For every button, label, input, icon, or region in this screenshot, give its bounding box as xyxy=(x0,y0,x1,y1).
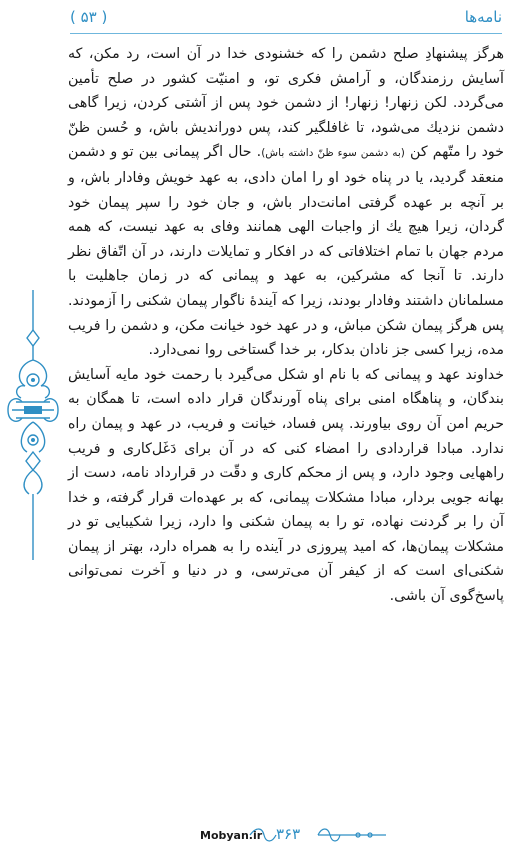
page-number: ۳۶۳ xyxy=(276,825,301,843)
chapter-title: نامه‌ها xyxy=(464,8,502,26)
letter-number: ( ۵۳ ) xyxy=(70,8,108,26)
paragraph-1-part-a: هرگز پیشنهادِ صلح دشمن را كه خشنودی خدا در آن است، رد مكن، كه آسایش رزمندگان، و آرامش فكری تو، و امنیّت كشور در صلح تأمین می‌گردد. لكن زنهار! زنهار! از دشمن خود پس از آشتی كردن، زیرا گاهی دشمن نزدیك می‌شود، تا غافلگیر كند، پس دوراندیش باش، و حُسن ظنّ خود را متّهم كن xyxy=(68,46,505,161)
side-ornament-icon xyxy=(4,290,62,560)
main-text xyxy=(68,42,504,609)
page-header xyxy=(70,8,502,32)
paragraph-1 xyxy=(68,42,504,363)
header-divider xyxy=(70,33,502,34)
footer-flourish-icon xyxy=(248,823,388,847)
paragraph-2: خداوند عهد و پیمانی كه با نام او شكل می‌گیرد با رحمت خود مایه آسایش بندگان، و پناهگاه امنی برای پناه آورندگان قرار داده است، تا همگان به حریم امن آن روی بیاورند. پس فساد، خیانت و فریب، در عهد و پیمان راه ندارد. مبادا قراردادی را امضاء كنی كه در آن برای دَغَل‌كاری و فریب راههایی وجود دارد، و پس از محكم كاری و دقّت در قرارداد نامه، دست از بهانه جویی بردار، مبادا مشكلات پیمانی، كه بر عهده‌ات قرار گرفته، و خدا آن را بر گردنت نهاده، تو را به پیمان شكنی وا دارد، زیرا شكیبایی تو در مشكلات پیمان‌ها، كه امید پیروزی در آینده را به همراه دارد، بهتر از پیمان شكنی‌ای است كه از كیفر آن می‌ترسی، و در دنیا و آخرت نمی‌توانی پاسخ‌گوی آن باشی. xyxy=(68,366,504,605)
site-brand: Mobyan.ir xyxy=(200,829,263,842)
paragraph-1-part-b: . حال اگر پیمانی بین تو و دشمن منعقد گردید، یا در پناه خود او را امان دادی، به عهد خویش وفادار باش، و بر آنچه بر عهده گرفتی امانت‌دار باش، و جان خود را سپر پیمان خود گردان، زیرا هیچ یك از واجبات الهی همانند وفای به عهد نیست، كه همه مردم جهان با تمام اختلافاتی كه در افكار و تمایلات دارند، در آن اتّفاق نظر دارند. تا آنجا كه مشركین، به عهد و پیمانی كه در زمان جاهلیت با مسلمانان داشتند وفادار بودند، زیرا كه آیندهٔ ناگوار پیمان شكنی را آزمودند. پس هرگز پیمان شكن مباش، و در عهد خود خیانت مكن، و دشمن را فریب مده، زیرا كسی جز نادان بدكار، بر خدا گستاخی روا نمی‌دارد. xyxy=(68,144,504,359)
page-footer xyxy=(0,823,520,849)
parenthetical-note: (به دشمن سوء ظنّ داشته باش) xyxy=(261,147,405,160)
